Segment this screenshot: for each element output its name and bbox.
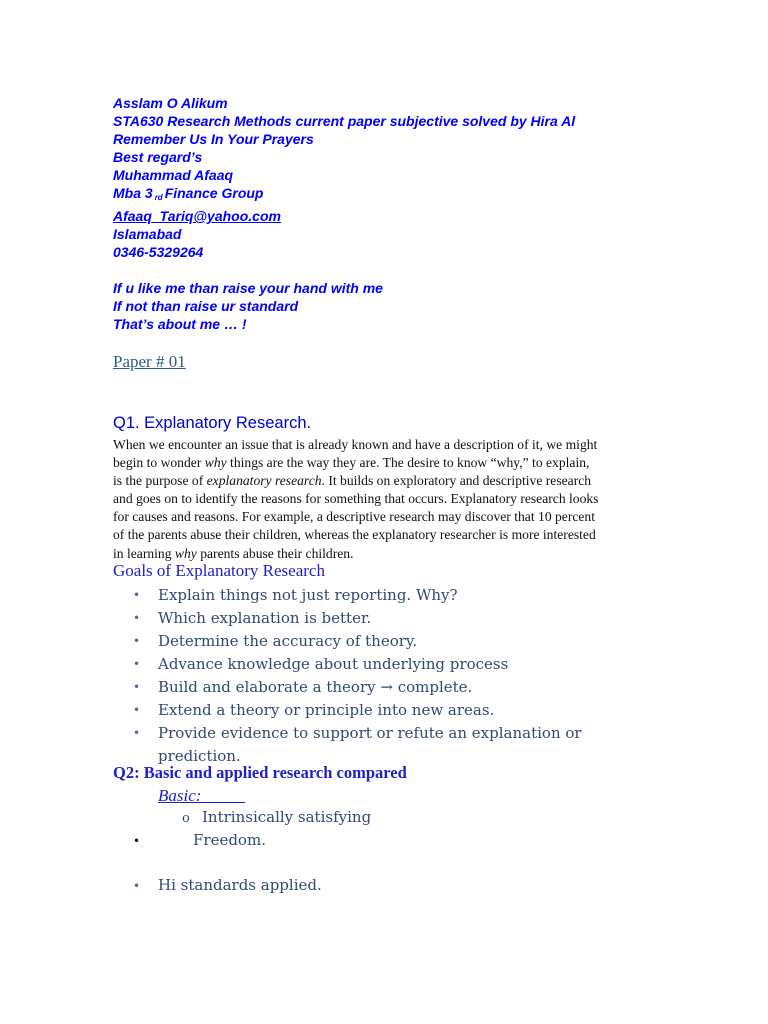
author-name: Muhammad Afaaq (113, 167, 234, 183)
freedom-text: Freedom. (193, 831, 266, 849)
goal-item (133, 584, 582, 607)
goal-item (133, 699, 582, 722)
q1-emphasis: explanatory research (206, 473, 322, 489)
quote-line-3: That’s about me … ! (113, 316, 247, 332)
q1-emphasis: why (204, 455, 227, 471)
sub-list-item (182, 808, 371, 826)
bullet-icon: • (133, 634, 141, 648)
author-city: Islamabad (113, 226, 182, 242)
goal-text: prediction. (158, 747, 241, 765)
goals-heading: Goals of Explanatory Research (113, 561, 325, 580)
q1-text: in learning (113, 545, 175, 561)
bullet-icon: • (133, 879, 141, 893)
circle-bullet-icon: o (182, 811, 190, 826)
bullet-icon: • (133, 834, 141, 848)
author-phone: 0346-5329264 (113, 244, 204, 260)
goal-text: Provide evidence to support or refute an explanation or (158, 724, 582, 742)
q1-line (113, 436, 653, 454)
list-item-freedom (133, 831, 266, 849)
basic-subheading (158, 786, 245, 806)
list-item-hi-standards (133, 876, 322, 894)
bullet-icon: • (133, 657, 141, 671)
goal-text: Build and elaborate a theory → complete. (158, 678, 473, 696)
author-program (113, 184, 575, 207)
goal-item (133, 630, 582, 653)
basic-label: Basic (158, 786, 196, 805)
q1-text: When we encounter an issue that is already known and have a description of it, we might (113, 437, 598, 452)
goal-item (133, 607, 582, 630)
q1-line (113, 545, 653, 563)
q1-line (113, 490, 653, 508)
greeting: Asslam O Alikum (113, 95, 228, 111)
goal-text: Which explanation is better. (158, 609, 372, 627)
prayer-note: Remember Us In Your Prayers (113, 131, 314, 147)
q2-heading: Q2: Basic and applied research compared (113, 763, 407, 782)
author-header (113, 94, 575, 333)
q1-text: is the purpose of (113, 473, 207, 489)
q1-emphasis: why (174, 545, 197, 561)
program-ordinal: rd (154, 193, 163, 202)
goals-list (133, 584, 582, 768)
q1-text: . It builds on exploratory and descriptive research (321, 473, 592, 489)
paper-subject: STA630 Research Methods current paper subjective solved by Hira Al (113, 113, 576, 129)
basic-underline-blank (201, 802, 245, 803)
q1-line (113, 508, 653, 526)
q1-line (113, 472, 653, 490)
goal-item (133, 653, 582, 676)
hi-standards-text: Hi standards applied. (158, 876, 322, 894)
sub-item-text: Intrinsically satisfying (202, 808, 372, 826)
q1-text: of the parents abuse their children, whereas the explanatory researcher is more interested (113, 527, 596, 543)
goal-text: Extend a theory or principle into new areas. (158, 701, 495, 719)
bullet-icon: • (133, 611, 141, 625)
goal-text: Explain things not just reporting. Why? (158, 586, 458, 604)
q1-text: parents abuse their children. (196, 545, 354, 561)
quote-line-1: If u like me than raise your hand with me (113, 280, 383, 296)
q1-line (113, 454, 653, 472)
q1-heading: Q1. Explanatory Research. (113, 414, 312, 432)
bullet-icon: • (133, 726, 141, 740)
quote-line-2: If not than raise ur standard (113, 298, 299, 314)
goal-item (133, 722, 582, 745)
q1-line (113, 526, 653, 544)
program-prefix: Mba 3 (113, 185, 153, 201)
q1-text: for causes and reasons. For example, a descriptive research may discover that 10 percent (113, 509, 596, 525)
goal-text: Advance knowledge about underlying process (158, 655, 509, 673)
bullet-icon: • (133, 703, 141, 717)
bullet-icon: • (133, 588, 141, 602)
email-link[interactable]: Afaaq_Tariq@yahoo.com (113, 208, 281, 224)
goal-item (133, 676, 582, 699)
q1-text: begin to wonder (113, 455, 205, 471)
bullet-icon: • (133, 680, 141, 694)
q1-paragraph (113, 436, 653, 563)
q1-text: things are the way they are. The desire to know “why,” to explain, (226, 455, 590, 471)
goal-text: Determine the accuracy of theory. (158, 632, 418, 650)
paper-title: Paper # 01 (113, 352, 186, 371)
q1-text: and goes on to identify the reasons for something that occurs. Explanatory research looks (113, 491, 599, 507)
program-suffix: Finance Group (164, 185, 264, 201)
regards: Best regard’s (113, 149, 203, 165)
basic-colon: : (195, 786, 202, 805)
